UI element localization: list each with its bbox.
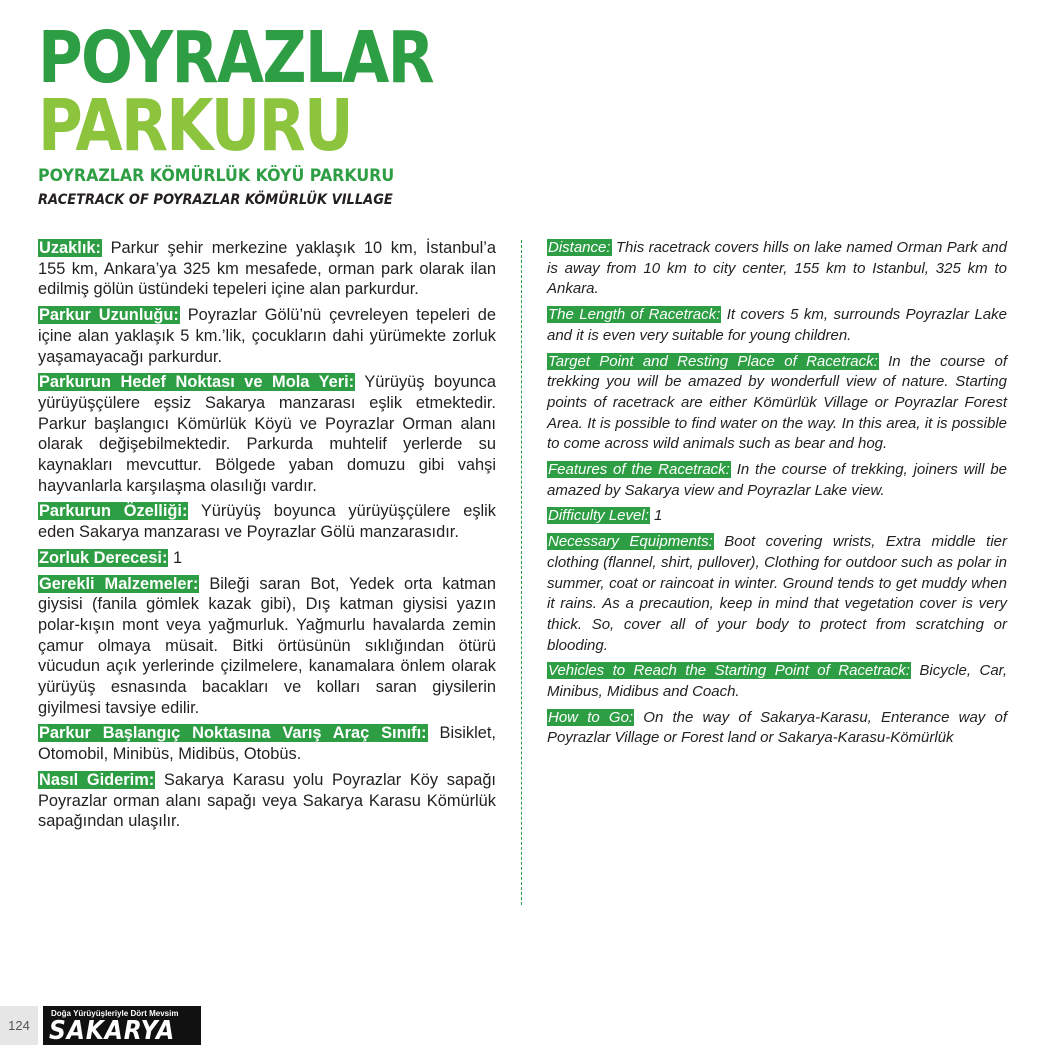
section-label: Gerekli Malzemeler: — [39, 574, 199, 593]
section-text: Bicycle, Car, Minibus, Midibus and Coach. — [547, 662, 1007, 701]
section-text: In the course of trekking you will be amazed by wonderfull view of nature. Starting points of racetrack are either Kömürlük Village or Poyrazlar Forest Area. It is possible to find water on the way. In this area, it is possible to come across wild animals such as bear and hog. — [547, 352, 1007, 453]
paragraph-difficulty-en — [547, 506, 1007, 527]
section-label: Vehicles to Reach the Starting Point of Racetrack: — [548, 662, 910, 680]
section-label: Distance: — [548, 239, 611, 256]
section-text: Yürüyüş boyunca yürüyüşçülere eşsiz Sakarya manzarası eşlik etmektedir. Parkur başlangıcı Kömürlük Köyü ve Poyrazlar Orman alanı olarak değişebilmektedir. Parkurda muhtelif yerlerde su kaynakları mevcuttur. Bölgede yaban domuzu gibi vahşi hayvanlarla karşılaşma olasılığı vardır. — [38, 373, 496, 495]
page-number: 124 — [0, 1006, 38, 1045]
paragraph-equipment-en — [547, 532, 1007, 656]
section-label: Parkurun Hedef Noktası ve Mola Yeri: — [39, 373, 355, 392]
turkish-column — [38, 238, 496, 837]
paragraph-howto-en — [547, 708, 1007, 749]
section-text: Sakarya Karasu yolu Poyrazlar Köy sapağı Poyrazlar orman alanı sapağı veya Sakarya Karasu Kömürlük sapağından ulaşılır. — [38, 770, 496, 831]
paragraph-vehicles-en — [547, 661, 1007, 702]
paragraph-target-en — [547, 352, 1007, 456]
paragraph-distance-en — [547, 238, 1007, 300]
section-label: Parkur Uzunluğu: — [39, 306, 179, 325]
paragraph-length-en — [547, 305, 1007, 346]
section-text: This racetrack covers hills on lake named Orman Park and is away from 10 km to city center, 155 km to Istanbul, 325 km to Ankara. — [547, 239, 1007, 298]
section-label: Nasıl Giderim: — [39, 770, 155, 789]
page-title-line1: POYRAZLAR — [38, 16, 433, 99]
section-text: Bisiklet, Otomobil, Minibüs, Midibüs, Otobüs. — [38, 724, 496, 764]
paragraph-distance-tr — [38, 238, 496, 300]
subtitle-english: RACETRACK OF POYRAZLAR KÖMÜRLÜK VILLAGE — [38, 192, 393, 208]
page-title-line2: PARKURU — [38, 84, 352, 167]
section-text: Yürüyüş boyunca yürüyüşçülere eşlik eden Sakarya manzarası ve Poyrazlar Gölü manzarasıdır. — [38, 502, 496, 542]
section-label: Parkurun Özelliği: — [39, 502, 188, 521]
section-label: Zorluk Derecesi: — [39, 548, 168, 567]
paragraph-length-tr — [38, 305, 496, 367]
section-text: 1 — [168, 548, 183, 567]
paragraph-vehicles-tr — [38, 723, 496, 764]
section-label: The Length of Racetrack: — [548, 306, 721, 324]
section-label: Difficulty Level: — [548, 507, 649, 525]
logo-name: SAKARYA — [49, 1016, 176, 1046]
section-text: It covers 5 km, surrounds Poyrazlar Lake and it is even very suitable for young children. — [547, 306, 1007, 344]
section-text: 1 — [649, 507, 663, 525]
paragraph-features-en — [547, 460, 1007, 501]
section-text: On the way of Sakarya-Karasu, Enterance way of Poyrazlar Village or Forest land or Sakarya-Karasu-Kömürlük — [547, 708, 1007, 747]
section-label: Necessary Equipments: — [548, 533, 713, 551]
paragraph-difficulty-tr — [38, 548, 496, 569]
section-label: Parkur Başlangıç Noktasına Varış Araç Sınıfı: — [39, 724, 427, 743]
paragraph-target-tr — [38, 372, 496, 496]
paragraph-howto-tr — [38, 770, 496, 832]
column-divider — [521, 240, 522, 905]
section-text: Poyrazlar Gölü’nü çevreleyen tepeleri de içine alan yaklaşık 5 km.’lik, çocukların dahi yürümekte zorluk yaşamayacağı parkurdur. — [38, 306, 497, 366]
section-text: Boot covering wrists, Extra middle tier clothing (flannel, shirt, pullover), Clothing for outdoor such as polar in summer, coat or raincoat in winter. Ground tends to get muddy when it rains. As a precaution, keep in mind that vegetation cover is very thick. So, cover all of your body to protect from scratching or blooding. — [547, 533, 1007, 654]
section-label: Target Point and Resting Place of Racetrack: — [548, 352, 878, 370]
logo-tagline: Doğa Yürüyüşleriyle Dört Mevsim — [51, 1009, 179, 1018]
section-text: Bileği saran Bot, Yedek orta katman giysisi (fanila gömlek kazak gibi), Dış katman giysisi yazın polar-kışın mont veya yağmurluk. Yağmurlu havalarda zemin çamur olmaya müsait. Bitki örtüsünün sıklığından ötürü vücudun açık yerlerinde çizilmelere, kanamalara önlem olarak yürüyüş esnasında bacakları ve kolları saran giysilerin giyilmesi tavsiye edilir. — [38, 574, 497, 717]
sakarya-logo — [43, 1006, 201, 1045]
subtitle-turkish: POYRAZLAR KÖMÜRLÜK KÖYÜ PARKURU — [38, 166, 395, 186]
section-label: Features of the Racetrack: — [548, 461, 730, 479]
section-label: How to Go: — [548, 708, 634, 726]
section-text: Parkur şehir merkezine yaklaşık 10 km, İstanbul’a 155 km, Ankara’ya 325 km mesafede, orman park olarak ilan edilmiş gölün üstündeki tepeleri içine alan parkurdur. — [38, 239, 496, 299]
paragraph-features-tr — [38, 501, 496, 542]
section-label: Uzaklık: — [39, 239, 101, 257]
english-column — [547, 238, 1007, 754]
section-text: In the course of trekking, joiners will be amazed by Sakarya view and Poyrazlar Lake view. — [547, 461, 1007, 499]
paragraph-equipment-tr — [38, 574, 496, 719]
